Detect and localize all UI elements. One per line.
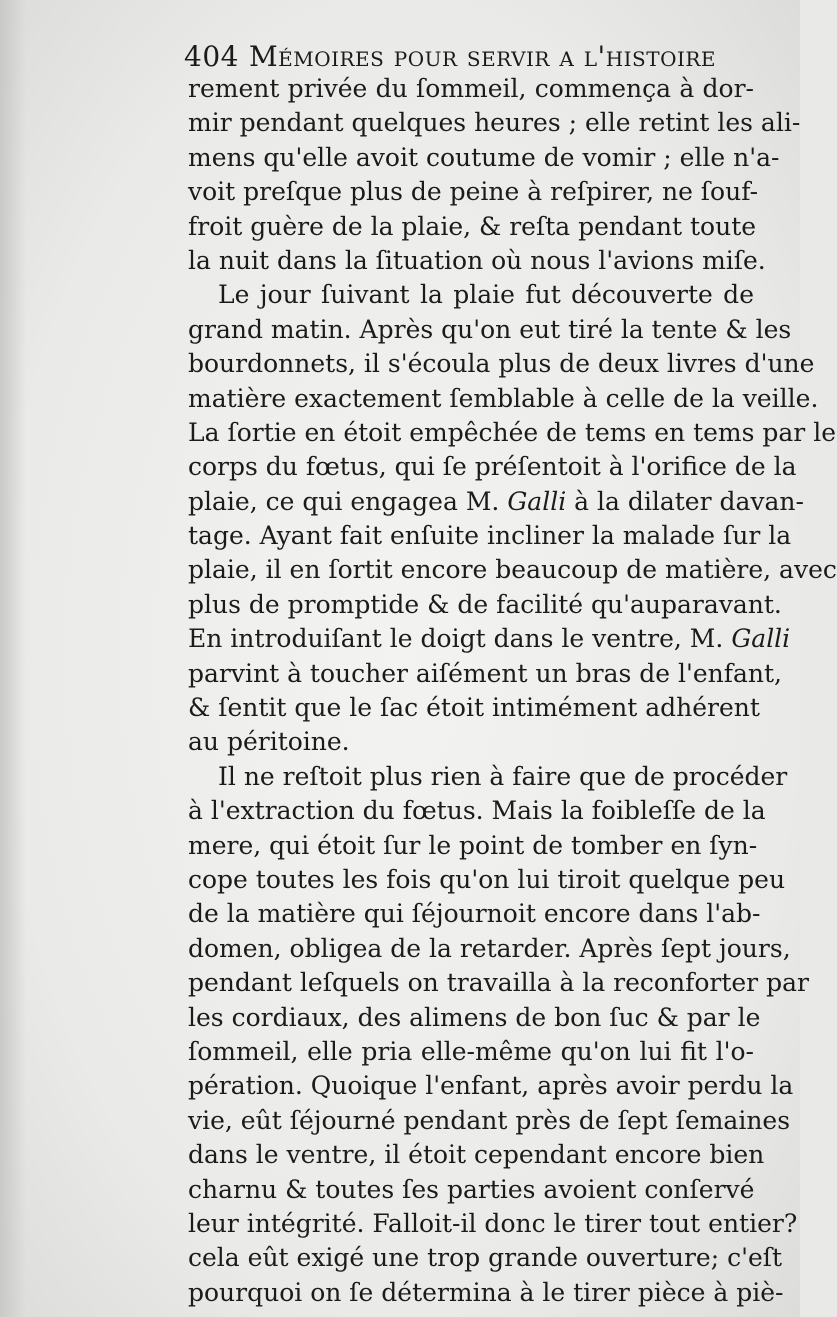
text-line: mens qu'elle avoit coutume de vomir ; elle n'a- bbox=[188, 142, 780, 172]
text-line: plus de promptide & de facilité qu'auparavant. bbox=[188, 589, 782, 619]
text-line: grand matin. Après qu'on eut tiré la tente & les bbox=[188, 314, 792, 344]
text-line: de la matière qui ſéjournoit encore dans l'ab- bbox=[188, 899, 761, 929]
text-line: plaie, ce qui engagea M. Galli à la dilater davan- bbox=[188, 486, 804, 516]
text-line: corps du fœtus, qui ſe préſentoit à l'orifice de la bbox=[188, 452, 797, 482]
page-gutter-shadow bbox=[0, 0, 26, 1317]
text-line: pération. Quoique l'enfant, après avoir perdu la bbox=[188, 1071, 794, 1101]
text-line: leur intégrité. Falloit-il donc le tirer tout entier? bbox=[188, 1208, 798, 1238]
text-line: tage. Ayant fait enſuite incliner la malade ſur la bbox=[188, 521, 792, 551]
paragraph-first-line: Le jour ſuivant la plaie fut découverte de bbox=[218, 280, 754, 310]
text-line: mir pendant quelques heures ; elle retint les ali- bbox=[188, 108, 801, 138]
text-line: mere, qui étoit ſur le point de tomber en ſyn- bbox=[188, 830, 758, 860]
text-line: la nuit dans la ſituation où nous l'avions miſe. bbox=[188, 245, 766, 275]
text-line: En introduiſant le doigt dans le ventre, M. Galli bbox=[188, 624, 791, 654]
text-line: & ſentit que le ſac étoit intimément adhérent bbox=[188, 693, 760, 723]
italic-name: Galli bbox=[731, 624, 791, 654]
text-line: matière exactement ſemblable à celle de la veille. bbox=[188, 383, 819, 413]
italic-name: Galli bbox=[507, 486, 567, 516]
text-line: voit preſque plus de peine à reſpirer, ne ſouf- bbox=[188, 177, 759, 207]
text-line: ſommeil, elle pria elle-même qu'on lui fit l'o- bbox=[188, 1036, 754, 1066]
text-line: les cordiaux, des alimens de bon ſuc & par le bbox=[188, 1002, 761, 1032]
running-header bbox=[184, 40, 744, 74]
text-line: bourdonnets, il s'écoula plus de deux livres d'une bbox=[188, 349, 815, 379]
body-text bbox=[188, 72, 837, 1310]
text-line: pendant leſquels on travailla à la reconforter par bbox=[188, 968, 809, 998]
paragraph-first-line: Il ne reſtoit plus rien à faire que de procéder bbox=[218, 761, 788, 791]
text-line: charnu & toutes ſes parties avoient conſervé bbox=[188, 1174, 755, 1204]
text-line: cope toutes les fois qu'on lui tiroit quelque peu bbox=[188, 864, 786, 894]
text-line: pourquoi on ſe détermina à le tirer pièce à piè- bbox=[188, 1277, 784, 1307]
text-line: parvint à toucher aiſément un bras de l'enfant, bbox=[188, 658, 783, 688]
text-line: domen, obligea de la retarder. Après ſept jours, bbox=[188, 933, 791, 963]
running-title: Mémoires pour servir a l'histoire bbox=[248, 40, 717, 73]
text-line: La ſortie en étoit empêchée de tems en tems par le bbox=[188, 417, 836, 447]
text-line: cela eût exigé une trop grande ouverture; c'eſt bbox=[188, 1243, 783, 1273]
text-line: vie, eût ſéjourné pendant près de ſept ſemaines bbox=[188, 1105, 791, 1135]
text-line: dans le ventre, il étoit cependant encore bien bbox=[188, 1140, 765, 1170]
page-number: 404 bbox=[184, 40, 239, 73]
text-line: à l'extraction du fœtus. Mais la foibleſſe de la bbox=[188, 796, 766, 826]
text-line: rement privée du ſommeil, commença à dor- bbox=[188, 74, 754, 103]
text-line: plaie, il en ſortit encore beaucoup de matière, avec bbox=[188, 555, 837, 585]
text-line: au péritoine. bbox=[188, 727, 350, 757]
text-line: froit guère de la plaie, & reſta pendant toute bbox=[188, 211, 757, 241]
